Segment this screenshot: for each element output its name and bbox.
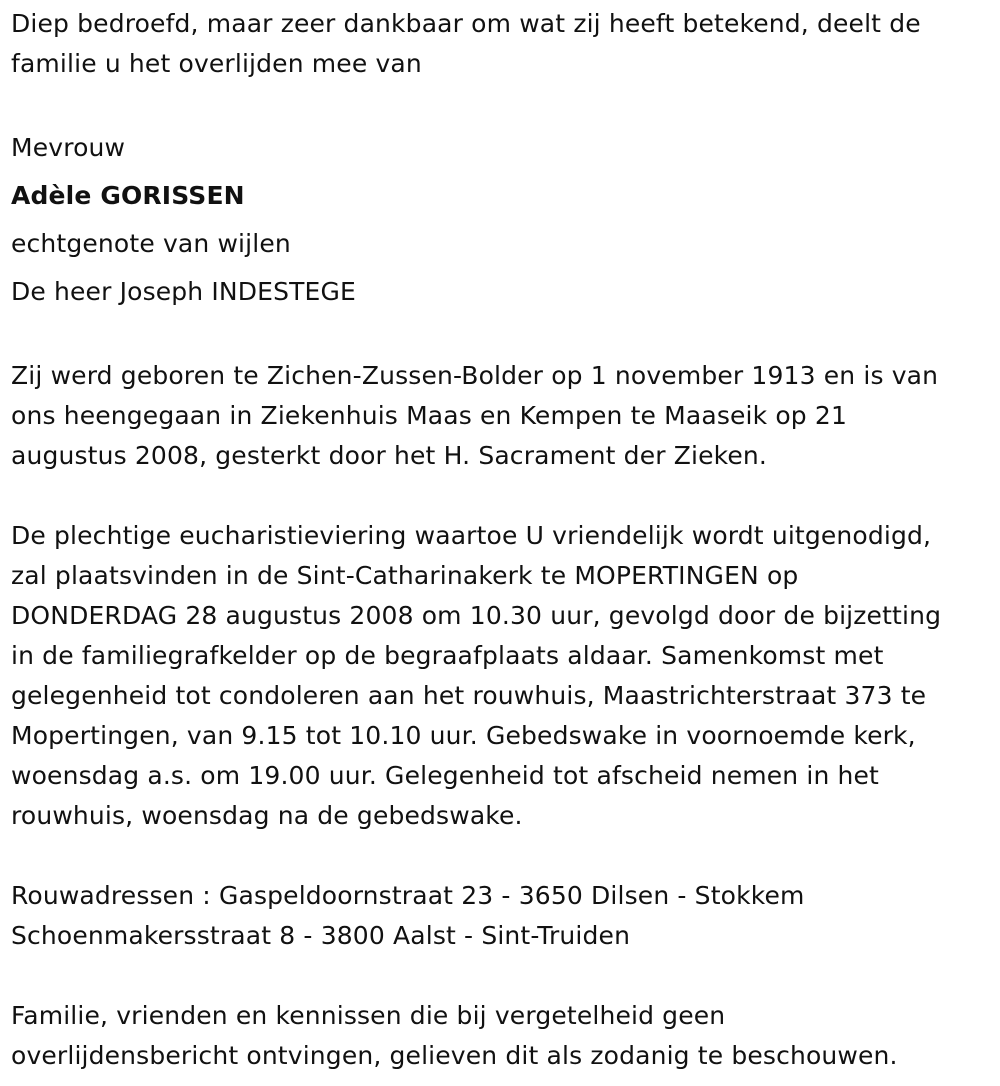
- spacer: [11, 316, 993, 356]
- ceremony-line-4: in de familiegrafkelder op de begraafplaats aldaar. Samenkomst met: [11, 641, 884, 670]
- birth-death-line-2: ons heengegaan in Ziekenhuis Maas en Kempen te Maaseik op 21: [11, 401, 848, 430]
- relation: echtgenote van wijlen: [11, 229, 291, 258]
- ceremony-line-5: gelegenheid tot condoleren aan het rouwhuis, Maastrichterstraat 373 te: [11, 681, 927, 710]
- ceremony-line-7: woensdag a.s. om 19.00 uur. Gelegenheid tot afscheid nemen in het: [11, 761, 880, 790]
- intro-line-1: Diep bedroefd, maar zeer dankbaar om wat zij heeft betekend, deelt de: [11, 9, 921, 38]
- spacer: [11, 836, 993, 876]
- spacer: [11, 956, 993, 996]
- birth-death-line-1: Zij werd geboren te Zichen-Zussen-Bolder op 1 november 1913 en is van: [11, 361, 939, 390]
- intro-line-2: familie u het overlijden mee van: [11, 49, 422, 78]
- spacer: [11, 476, 993, 516]
- birth-death-line-3: augustus 2008, gesterkt door het H. Sacrament der Zieken.: [11, 441, 768, 470]
- deceased-name: Adèle GORISSEN: [11, 181, 245, 210]
- spacer: [11, 84, 993, 124]
- address-line-1: Rouwadressen : Gaspeldoornstraat 23 - 3650 Dilsen - Stokkem: [11, 881, 805, 910]
- ceremony-line-6: Mopertingen, van 9.15 tot 10.10 uur. Gebedswake in voornoemde kerk,: [11, 721, 916, 750]
- ceremony-line-8: rouwhuis, woensdag na de gebedswake.: [11, 801, 523, 830]
- ceremony-line-1: De plechtige eucharistieviering waartoe U vriendelijk wordt uitgenodigd,: [11, 521, 932, 550]
- ceremony-line-2: zal plaatsvinden in de Sint-Catharinakerk te MOPERTINGEN op: [11, 561, 799, 590]
- salutation: Mevrouw: [11, 133, 126, 162]
- closing-line-1: Familie, vrienden en kennissen die bij vergetelheid geen: [11, 1001, 726, 1030]
- closing-line-2: overlijdensbericht ontvingen, gelieven dit als zodanig te beschouwen.: [11, 1041, 898, 1070]
- obituary-document: [11, 4, 993, 1076]
- address-line-2: Schoenmakersstraat 8 - 3800 Aalst - Sint-Truiden: [11, 921, 631, 950]
- spouse-name: De heer Joseph INDESTEGE: [11, 277, 356, 306]
- ceremony-line-3: DONDERDAG 28 augustus 2008 om 10.30 uur, gevolgd door de bijzetting: [11, 601, 942, 630]
